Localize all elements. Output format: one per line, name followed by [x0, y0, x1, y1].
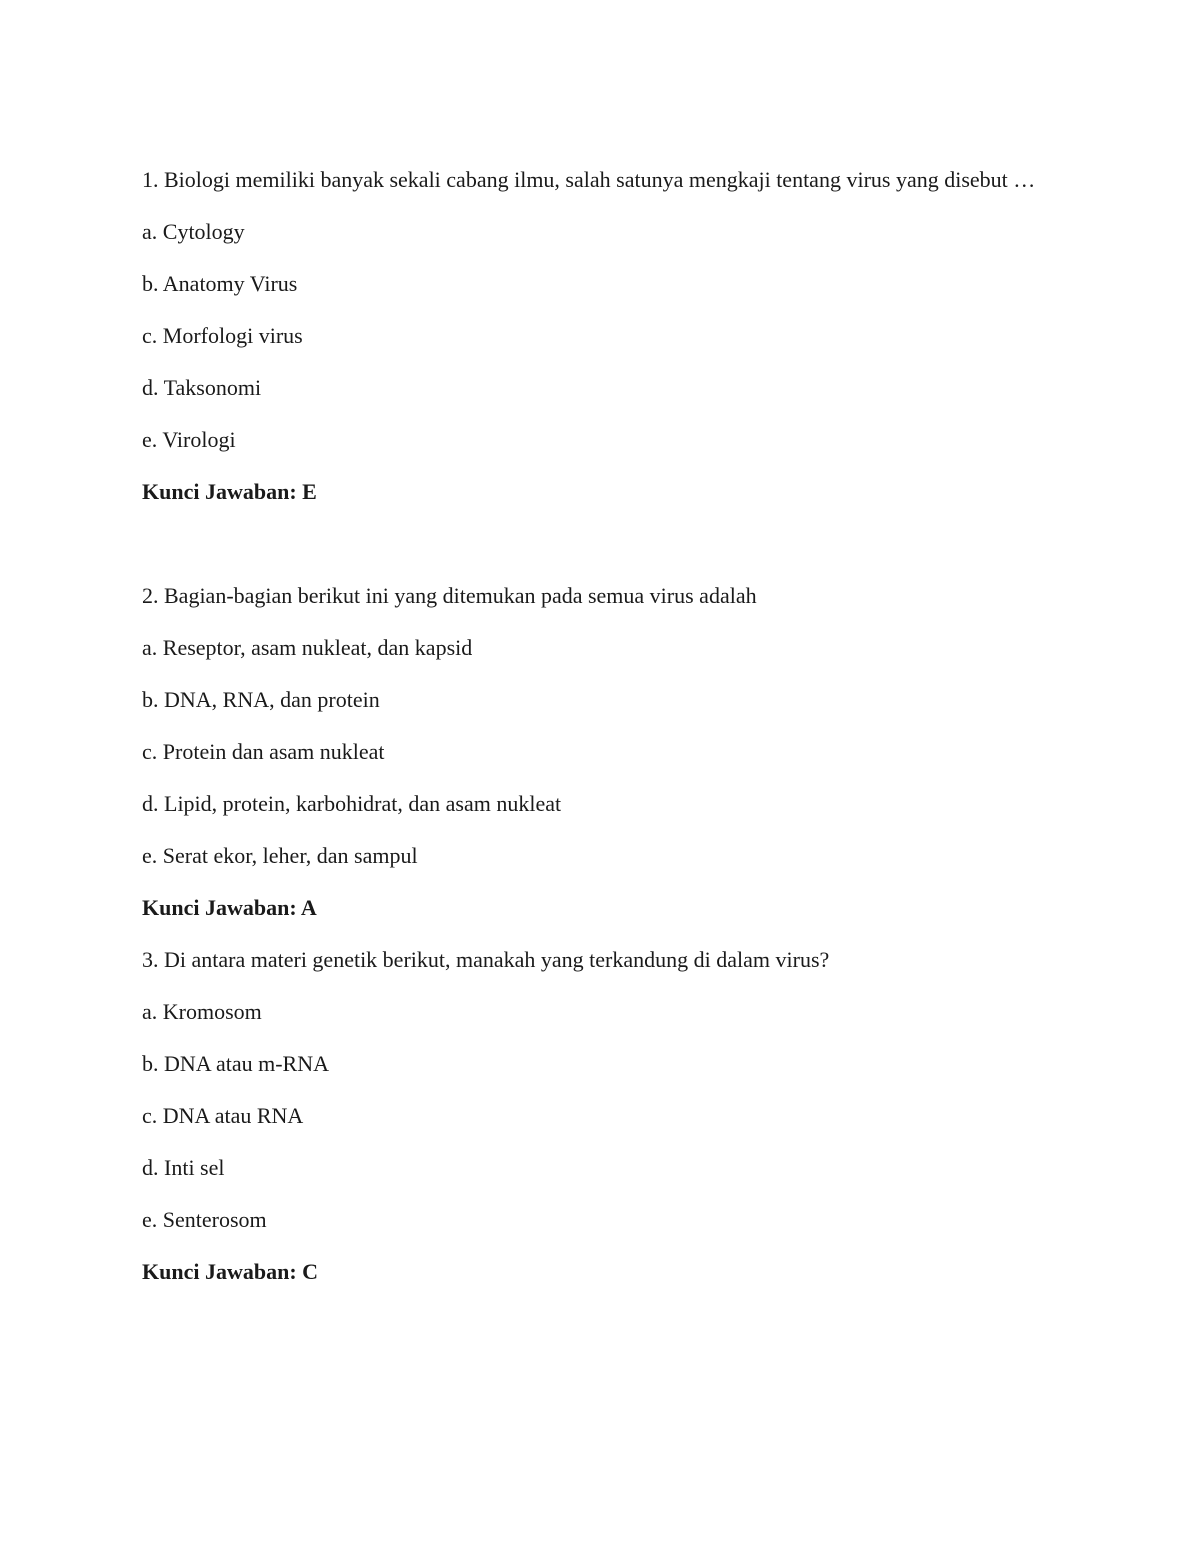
answer-key: Kunci Jawaban: E — [142, 479, 317, 504]
option-d: d. Inti sel — [142, 1155, 225, 1180]
option-d: d. Lipid, protein, karbohidrat, dan asam nukleat — [142, 791, 562, 816]
question-text: 3. Di antara materi genetik berikut, manakah yang terkandung di dalam virus? — [142, 947, 830, 972]
option-c: c. DNA atau RNA — [142, 1103, 304, 1128]
question-text: 2. Bagian-bagian berikut ini yang ditemukan pada semua virus adalah — [142, 583, 757, 608]
option-e: e. Virologi — [142, 427, 236, 452]
option-c: c. Morfologi virus — [142, 323, 303, 348]
option-b: b. DNA, RNA, dan protein — [142, 687, 380, 712]
answer-key: Kunci Jawaban: C — [142, 1259, 319, 1284]
question-text: 1. Biologi memiliki banyak sekali cabang ilmu, salah satunya mengkaji tentang virus yang disebut … — [142, 167, 1036, 192]
option-a: a. Kromosom — [142, 999, 262, 1024]
document-body — [142, 166, 1042, 1286]
spacer — [142, 922, 1042, 946]
question-2 — [142, 582, 1042, 922]
option-e: e. Senterosom — [142, 1207, 267, 1232]
option-b: b. Anatomy Virus — [142, 271, 298, 296]
option-a: a. Reseptor, asam nukleat, dan kapsid — [142, 635, 473, 660]
question-3 — [142, 946, 1042, 1286]
spacer — [142, 506, 1042, 582]
option-c: c. Protein dan asam nukleat — [142, 739, 385, 764]
option-d: d. Taksonomi — [142, 375, 262, 400]
answer-key: Kunci Jawaban: A — [142, 895, 317, 920]
option-e: e. Serat ekor, leher, dan sampul — [142, 843, 418, 868]
question-1 — [142, 166, 1042, 506]
option-b: b. DNA atau m-RNA — [142, 1051, 329, 1076]
option-a: a. Cytology — [142, 219, 245, 244]
